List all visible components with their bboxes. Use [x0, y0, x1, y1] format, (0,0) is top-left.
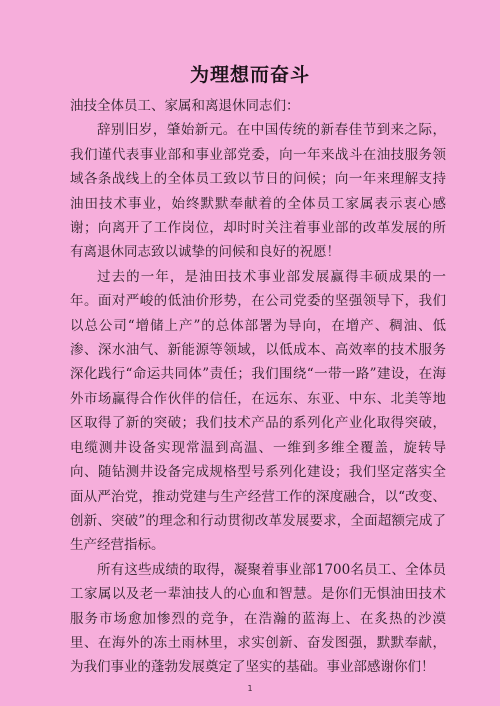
page-title: 为理想而奋斗	[189, 64, 310, 86]
letter-body	[70, 94, 446, 680]
page-number: 1	[247, 684, 253, 693]
paragraph-thanks: 所有这些成绩的取得，凝聚着事业部1700名员工、全体员工家属以及老一辈油技人的心血和智慧。是你们无惧油田技术服务市场愈加惨烈的竞争，在浩瀚的蓝海上、在炙热的沙漠里、在海外的冻土雨林里，求实创新、奋发图强，默默奉献，为我们事业的蓬勃发展奠定了坚实的基础。事业部感谢你们！	[70, 561, 446, 676]
salutation: 油技全体员工、家属和离退休同志们：	[70, 98, 300, 114]
paragraph-achievements: 过去的一年，是油田技术事业部发展赢得丰硕成果的一年。面对严峻的低油价形势，在公司党委的坚强领导下，我们以总公司“增储上产”的总体部署为导向，在增产、稠油、低渗、深水油气、新能源等领域，以低成本、高效率的技术服务深化践行“命运共同体”责任；我们围绕“一带一路”建设，在海外市场赢得合作伙伴的信任，在远东、东亚、中东、北美等地区取得了新的突破；我们技术产品的系列化产业化取得突破，电缆测井设备实现常温到高温、一维到多维全覆盖，旋转导向、随钻测井设备完成规格型号系列化建设；我们坚定落实全面从严治党，推动党建与生产经营工作的深度融合，以“改变、创新、突破”的理念和行动贯彻改革发展要求，全面超额完成了生产经营指标。	[70, 268, 446, 554]
paragraph-greeting: 辞别旧岁，肇始新元。在中国传统的新春佳节到来之际，我们谨代表事业部和事业部党委，向一年来战斗在油技服务领域各条战线上的全体员工致以节日的问候；向一年来理解支持油田技术事业，始终默默奉献着的全体员工家属表示衷心感谢；向离开了工作岗位，却时时关注着事业部的改革发展的所有离退休同志致以诚挚的问候和良好的祝愿！	[70, 122, 446, 261]
